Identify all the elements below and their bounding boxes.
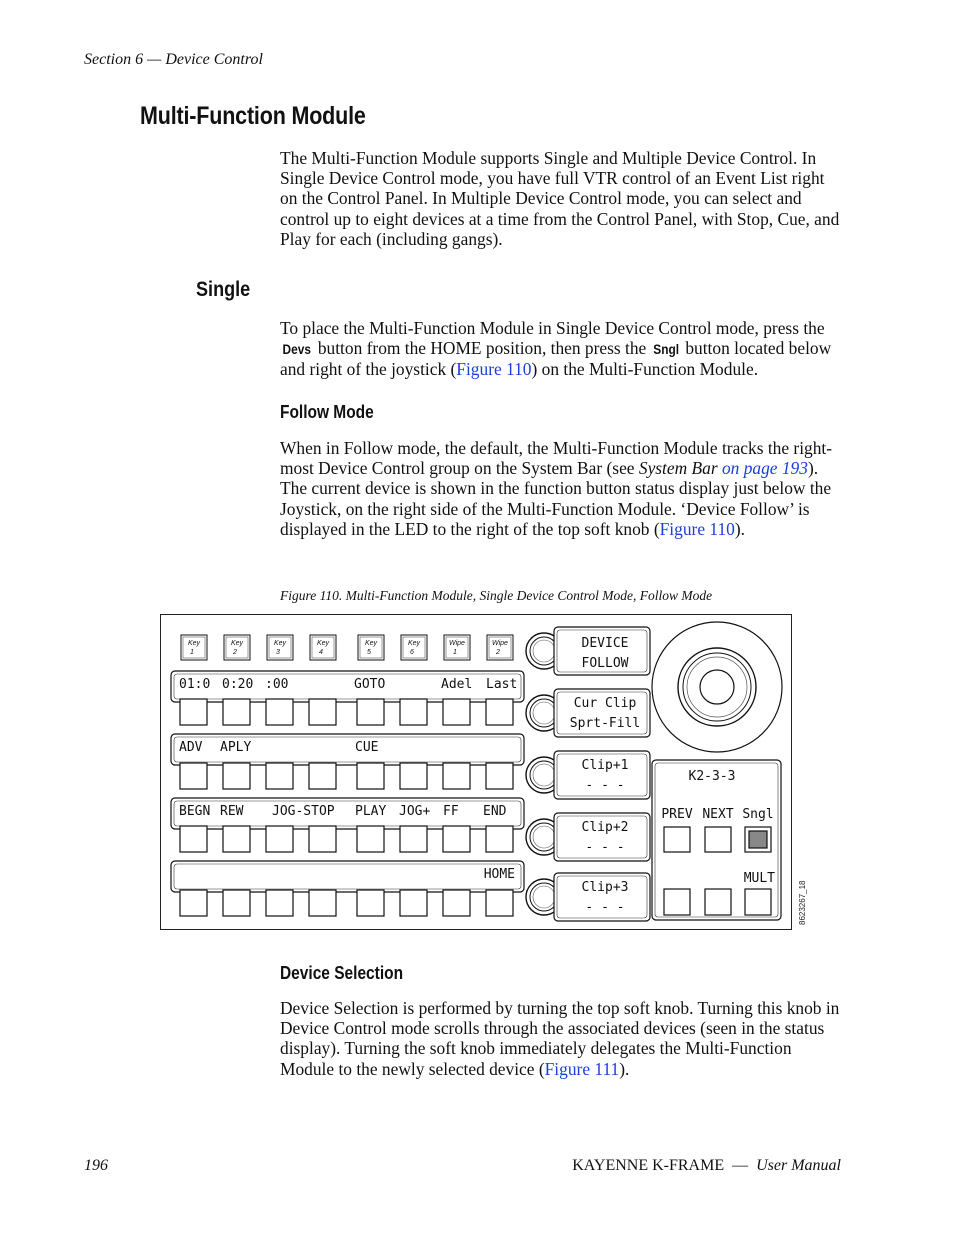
knob-display-line1: Clip+2 xyxy=(581,820,629,835)
single-heading: Single xyxy=(196,278,251,301)
function-button[interactable] xyxy=(443,890,470,916)
key-label-top: Key xyxy=(364,640,378,647)
function-button[interactable] xyxy=(180,826,207,852)
function-button[interactable] xyxy=(400,826,427,852)
follow-mode-heading: Follow Mode xyxy=(280,402,374,422)
footer-title xyxy=(572,1157,841,1175)
function-button[interactable] xyxy=(486,699,513,725)
row1-label: 01:0 xyxy=(179,677,211,692)
key-button[interactable] xyxy=(181,635,207,660)
function-button[interactable] xyxy=(357,763,384,789)
status-display: K2-3-3 xyxy=(688,769,736,784)
key-label-top: Wipe xyxy=(449,640,465,647)
single-text-4: ) on the Multi-Function Module. xyxy=(531,359,759,380)
intro-paragraph xyxy=(280,148,840,249)
device-selection-paragraph xyxy=(280,998,840,1079)
key-label-number: 1 xyxy=(453,649,457,656)
function-button[interactable] xyxy=(266,826,293,852)
row3-label: PLAY xyxy=(355,804,387,819)
single-text-3: button located below and right of the joystick ( xyxy=(280,338,832,380)
row1-label: GOTO xyxy=(354,677,386,692)
status-bottom-button[interactable] xyxy=(664,889,690,915)
row3-label: JOG-STOP xyxy=(272,804,335,819)
function-button[interactable] xyxy=(443,763,470,789)
sngl-button-name: Sngl xyxy=(652,341,679,358)
row2-label: APLY xyxy=(220,740,252,755)
function-button[interactable] xyxy=(223,890,250,916)
row1-label: :00 xyxy=(265,677,289,692)
function-button[interactable] xyxy=(400,763,427,789)
key-button[interactable] xyxy=(401,635,427,660)
running-head: Section 6 — Device Control xyxy=(84,51,263,68)
function-button[interactable] xyxy=(180,890,207,916)
section-title: Multi-Function Module xyxy=(140,102,366,130)
function-button[interactable] xyxy=(309,763,336,789)
figure-111-link[interactable]: Figure 111 xyxy=(544,1058,620,1079)
key-label-number: 2 xyxy=(496,649,500,656)
follow-text-2: ). The current device is shown in the function button status display just below the Joystick, on the right side of the Multi-Function Module. ‘Device Follow’ is displayed in the LED to the right of the top soft knob ( xyxy=(280,458,832,539)
single-text-1: To place the Multi-Function Module in Single Device Control mode, press the xyxy=(280,318,825,338)
knob-display-line1: DEVICE xyxy=(581,636,629,651)
function-button[interactable] xyxy=(443,699,470,725)
key-label-top: Key xyxy=(273,640,287,647)
follow-paragraph xyxy=(280,438,840,539)
figure-110-link-2[interactable]: Figure 110 xyxy=(659,518,735,539)
intro-text: The Multi-Function Module supports Single and Multiple Device Control. In Single Device Control mode, you have full VTR control of an Event List right on the Control Panel. In Multiple Device Control mode, you can select and control up to eight devices at a time from the Control Panel, with Stop, Cue, and Play for each (including gangs). xyxy=(280,148,840,249)
mult-label: MULT xyxy=(743,871,775,886)
figure-caption: Figure 110. Multi-Function Module, Single Device Control Mode, Follow Mode xyxy=(280,588,713,603)
row3-label: JOG+ xyxy=(399,804,431,819)
footer-separator: — xyxy=(732,1157,749,1174)
key-button[interactable] xyxy=(487,635,513,660)
function-button[interactable] xyxy=(266,890,293,916)
row3-label: REW xyxy=(220,804,244,819)
status-button-label: Sngl xyxy=(742,807,774,822)
function-button[interactable] xyxy=(223,826,250,852)
knob-display-line1: Clip+1 xyxy=(581,758,629,773)
system-bar-ref: System Bar xyxy=(638,458,718,479)
function-button[interactable] xyxy=(486,890,513,916)
knob-display-line2: FOLLOW xyxy=(581,656,629,671)
display-strip xyxy=(171,861,524,892)
knob-display-line2: - - - xyxy=(585,840,625,855)
key-button[interactable] xyxy=(444,635,470,660)
row1-label: Last xyxy=(486,677,518,692)
manual-suffix: User Manual xyxy=(756,1157,841,1174)
page-number: 196 xyxy=(84,1157,108,1174)
function-button[interactable] xyxy=(266,699,293,725)
prev-button[interactable] xyxy=(664,827,690,852)
figure-110-link[interactable]: Figure 110 xyxy=(456,359,532,380)
function-button[interactable] xyxy=(309,890,336,916)
manual-title: KAYENNE K-FRAME xyxy=(572,1157,725,1174)
key-label-top: Key xyxy=(407,640,421,647)
key-label-top: Key xyxy=(187,640,201,647)
row2-label: CUE xyxy=(355,740,379,755)
key-button[interactable] xyxy=(358,635,384,660)
devs-button-name: Devs xyxy=(282,341,311,358)
function-button[interactable] xyxy=(309,826,336,852)
follow-text-1: When in Follow mode, the default, the Multi-Function Module tracks the right-most Device Control group on the System Bar (see xyxy=(280,438,833,479)
status-bottom-button[interactable] xyxy=(705,889,731,915)
sngl-button-lit xyxy=(749,831,767,848)
row1-label: Adel xyxy=(441,677,473,692)
device-selection-text-2: ). xyxy=(619,1058,630,1079)
row3-label: BEGN xyxy=(179,804,211,819)
row3-label: END xyxy=(483,804,507,819)
key-label-top: Key xyxy=(230,640,244,647)
row1-label: 0:20 xyxy=(222,677,254,692)
function-button[interactable] xyxy=(357,826,384,852)
key-label-top: Wipe xyxy=(492,640,508,647)
key-button[interactable] xyxy=(224,635,250,660)
key-label-number: 2 xyxy=(233,649,237,656)
function-button[interactable] xyxy=(223,699,250,725)
key-button[interactable] xyxy=(267,635,293,660)
function-button[interactable] xyxy=(400,699,427,725)
knob-display-line1: Cur Clip xyxy=(573,696,637,711)
key-label-number: 6 xyxy=(410,649,414,656)
device-selection-heading: Device Selection xyxy=(280,963,404,983)
key-label-number: 4 xyxy=(319,649,323,656)
function-button[interactable] xyxy=(180,699,207,725)
row4-label: HOME xyxy=(483,867,515,882)
multi-function-module-figure xyxy=(160,614,807,930)
function-button[interactable] xyxy=(180,763,207,789)
status-button-label: PREV xyxy=(661,807,693,822)
knob-display-line1: Clip+3 xyxy=(581,880,629,895)
page-193-link[interactable]: on page 193 xyxy=(717,458,808,479)
key-label-number: 3 xyxy=(276,649,280,656)
status-button-label: NEXT xyxy=(702,807,734,822)
row2-label: ADV xyxy=(179,740,203,755)
function-button[interactable] xyxy=(266,763,293,789)
follow-text-3: ). xyxy=(734,518,745,539)
function-button[interactable] xyxy=(443,826,470,852)
figure-code: 8623267_18 xyxy=(798,880,807,925)
device-selection-text-1: Device Selection is performed by turning the top soft knob. Turning this knob in Device Control mode scrolls through the associated devices (seen in the status display). Turning the soft knob immediately delegates the Multi-Function Module to the newly selected device ( xyxy=(280,998,840,1079)
row3-label: FF xyxy=(443,804,459,819)
mult-button[interactable] xyxy=(745,889,771,915)
function-button[interactable] xyxy=(309,699,336,725)
function-button[interactable] xyxy=(357,890,384,916)
knob-display-line2: Sprt-Fill xyxy=(569,716,641,731)
knob-display-line2: - - - xyxy=(585,900,625,915)
function-button[interactable] xyxy=(357,699,384,725)
knob-display-line2: - - - xyxy=(585,778,625,793)
single-paragraph xyxy=(280,318,840,380)
key-button[interactable] xyxy=(310,635,336,660)
function-button[interactable] xyxy=(486,826,513,852)
function-button[interactable] xyxy=(400,890,427,916)
function-button[interactable] xyxy=(223,763,250,789)
next-button[interactable] xyxy=(705,827,731,852)
key-label-top: Key xyxy=(316,640,330,647)
key-label-number: 5 xyxy=(367,649,371,656)
joystick-knob[interactable] xyxy=(700,670,734,704)
key-label-number: 1 xyxy=(190,649,194,656)
function-button[interactable] xyxy=(486,763,513,789)
single-text-2: button from the HOME position, then press the xyxy=(313,338,651,359)
